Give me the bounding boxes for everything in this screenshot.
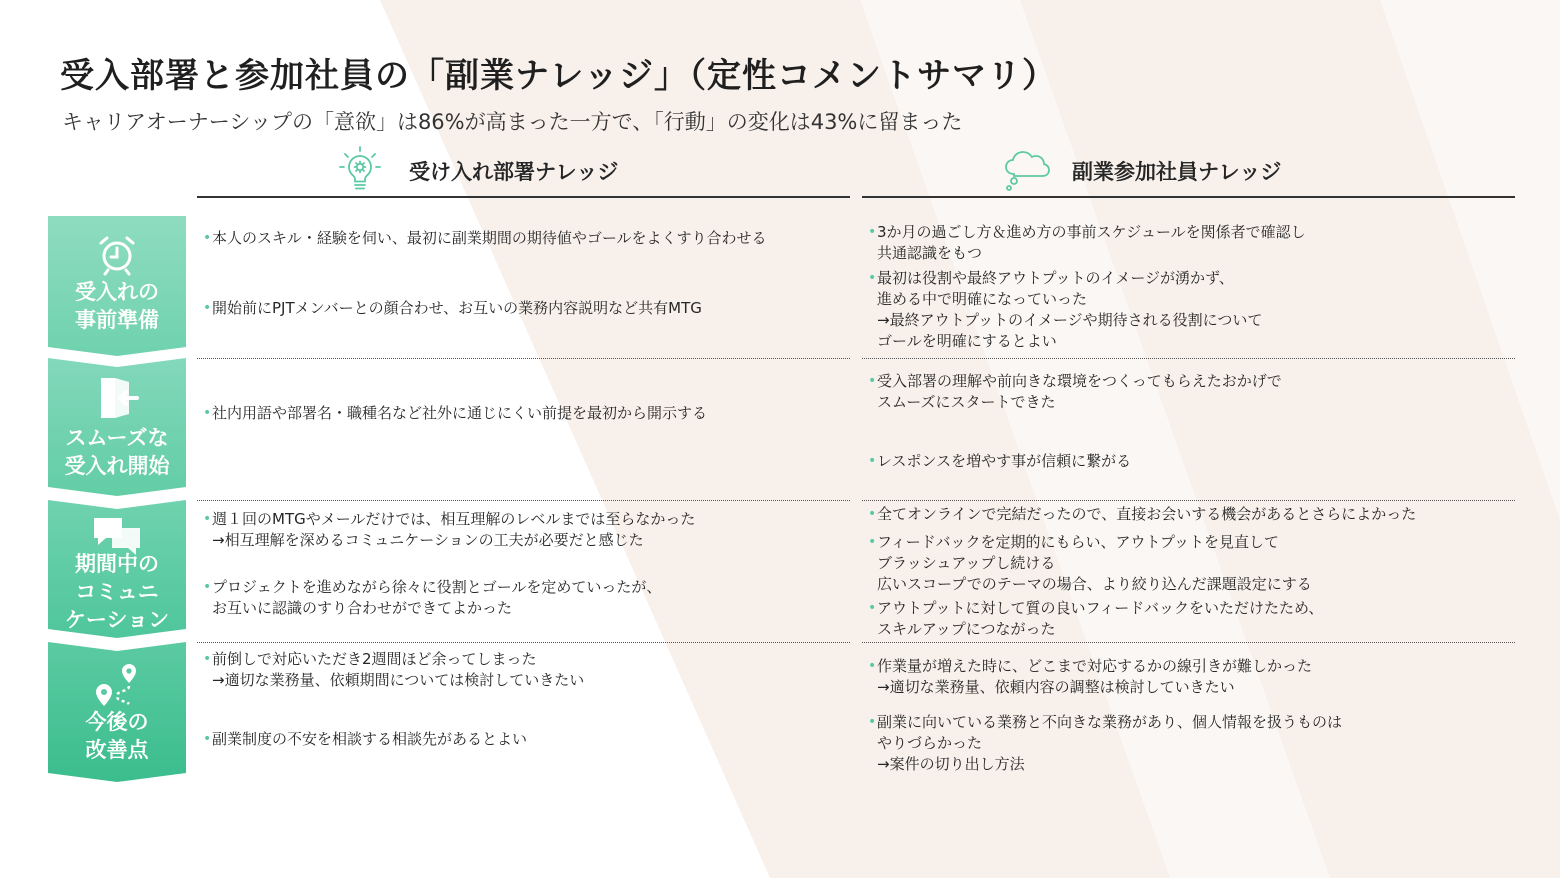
bullet-dot-icon: • <box>203 731 212 747</box>
stage-label: 今後の 改善点 <box>85 710 149 762</box>
route-pin-icon <box>48 662 186 714</box>
bullet-line: 週１回のMTGやメールだけでは、相互理解のレベルまでは至らなかった <box>212 510 696 528</box>
right-bullet-item <box>868 598 1324 640</box>
bullet-line: →相互理解を深めるコミュニケーションの工夫が必要だと感じた <box>212 531 644 549</box>
right-bullet-item <box>868 451 1132 472</box>
row-divider <box>862 642 1515 643</box>
left-column-header <box>197 150 850 198</box>
row-divider <box>197 358 850 359</box>
bullet-dot-icon: • <box>868 534 877 550</box>
bullet-line: 3か月の過ごし方＆進め方の事前スケジュールを関係者で確認し <box>877 223 1306 241</box>
bullet-dot-icon: • <box>868 714 877 730</box>
thought-cloud-icon <box>1002 146 1052 198</box>
bullet-line: 本人のスキル・経験を伺い、最初に副業期間の期待値やゴールをよくすり合わせる <box>212 229 767 247</box>
bullet-dot-icon: • <box>203 405 212 421</box>
door-enter-icon <box>48 374 186 426</box>
bullet-line: やりづらかった <box>877 734 983 752</box>
bullet-line: 受入部署の理解や前向きな環境をつくってもらえたおかげで <box>877 372 1282 390</box>
alarm-clock-icon <box>48 232 186 280</box>
stage-label: 受入れの 事前準備 <box>75 280 159 332</box>
right-bullet-item <box>868 504 1417 525</box>
row-divider <box>862 358 1515 359</box>
stage-3 <box>48 500 186 638</box>
page-title: 受入部署と参加社員の「副業ナレッジ」（定性コメントサマリ） <box>60 56 1057 96</box>
bullet-line: 全てオンラインで完結だったので、直接お会いする機会があるとさらによかった <box>877 505 1417 523</box>
right-bullet-item <box>868 222 1306 264</box>
bullet-dot-icon: • <box>868 658 877 674</box>
right-bullet-item <box>868 656 1313 698</box>
bullet-line: 共通認識をもつ <box>877 244 983 262</box>
bullet-line: フィードバックを定期的にもらい、アウトプットを見直して <box>877 533 1280 551</box>
bullet-line: アウトプットに対して質の良いフィードバックをいただけたため、 <box>877 599 1324 617</box>
bullet-line: 開始前にPJTメンバーとの顔合わせ、お互いの業務内容説明など共有MTG <box>212 299 702 317</box>
left-bullet-item <box>203 403 708 424</box>
bullet-dot-icon: • <box>203 511 212 527</box>
right-bullet-item <box>868 268 1263 352</box>
right-bullet-item <box>868 532 1312 595</box>
bullet-dot-icon: • <box>203 579 212 595</box>
bullet-dot-icon: • <box>868 506 877 522</box>
bullet-line: ゴールを明確にするとよい <box>877 332 1057 350</box>
bullet-line: →適切な業務量、依頼期間については検討していきたい <box>212 671 585 689</box>
bullet-line: 社内用語や部署名・職種名など社外に通じにくい前提を最初から開示する <box>212 404 708 422</box>
left-bullet-item <box>203 577 662 619</box>
left-column-label: 受け入れ部署ナレッジ <box>409 160 619 184</box>
left-bullet-item <box>203 509 696 551</box>
bullet-line: 進める中で明確になっていった <box>877 290 1088 308</box>
bullet-line: レスポンスを増やす事が信頼に繋がる <box>877 452 1132 470</box>
bullet-dot-icon: • <box>203 651 212 667</box>
bullet-line: ブラッシュアップし続ける <box>877 554 1056 572</box>
page-subtitle: キャリアオーナーシップの「意欲」は86%が高まった一方で、「行動」の変化は43%に留まった <box>62 110 963 134</box>
bullet-line: 広いスコープでのテーマの場合、より絞り込んだ課題設定にする <box>877 575 1312 593</box>
bullet-line: 副業制度の不安を相談する相談先があるとよい <box>212 730 528 748</box>
bullet-dot-icon: • <box>868 270 877 286</box>
right-bullet-item <box>868 371 1282 413</box>
bullet-line: スムーズにスタートできた <box>877 393 1056 411</box>
right-column-header <box>862 150 1515 198</box>
left-bullet-item <box>203 228 767 249</box>
stage-label: 期間中の コミュニ ケーション <box>64 552 170 632</box>
bullet-line: 最初は役割や最終アウトプットのイメージが湧かず、 <box>877 269 1234 287</box>
bullet-line: お互いに認識のすり合わせができてよかった <box>212 599 513 617</box>
bullet-line: スキルアップにつながった <box>877 620 1056 638</box>
bullet-line: →案件の切り出し方法 <box>877 755 1025 773</box>
bullet-dot-icon: • <box>868 224 877 240</box>
right-bullet-item <box>868 712 1343 775</box>
stage-1 <box>48 216 186 356</box>
row-divider <box>197 500 850 501</box>
left-bullet-item <box>203 729 528 750</box>
bullet-line: 作業量が増えた時に、どこまで対応するかの線引きが難しかった <box>877 657 1313 675</box>
stage-2 <box>48 358 186 496</box>
bullet-line: プロジェクトを進めながら徐々に役割とゴールを定めていったが、 <box>212 578 662 596</box>
bullet-dot-icon: • <box>868 373 877 389</box>
bullet-dot-icon: • <box>868 600 877 616</box>
bullet-line: →適切な業務量、依頼内容の調整は検討していきたい <box>877 678 1235 696</box>
bullet-dot-icon: • <box>203 230 212 246</box>
row-divider <box>197 642 850 643</box>
left-bullet-item <box>203 298 702 319</box>
bullet-line: 副業に向いている業務と不向きな業務があり、個人情報を扱うものは <box>877 713 1343 731</box>
stage-label: スムーズな 受入れ開始 <box>64 426 170 478</box>
row-divider <box>862 500 1515 501</box>
right-column-label: 副業参加社員ナレッジ <box>1072 160 1282 184</box>
bullet-dot-icon: • <box>203 300 212 316</box>
left-bullet-item <box>203 649 585 691</box>
bullet-line: →最終アウトプットのイメージや期待される役割について <box>877 311 1263 329</box>
bullet-dot-icon: • <box>868 453 877 469</box>
bullet-line: 前倒しで対応いただき2週間ほど余ってしまった <box>212 650 537 668</box>
stage-4 <box>48 642 186 782</box>
lightbulb-gear-icon <box>337 146 383 198</box>
